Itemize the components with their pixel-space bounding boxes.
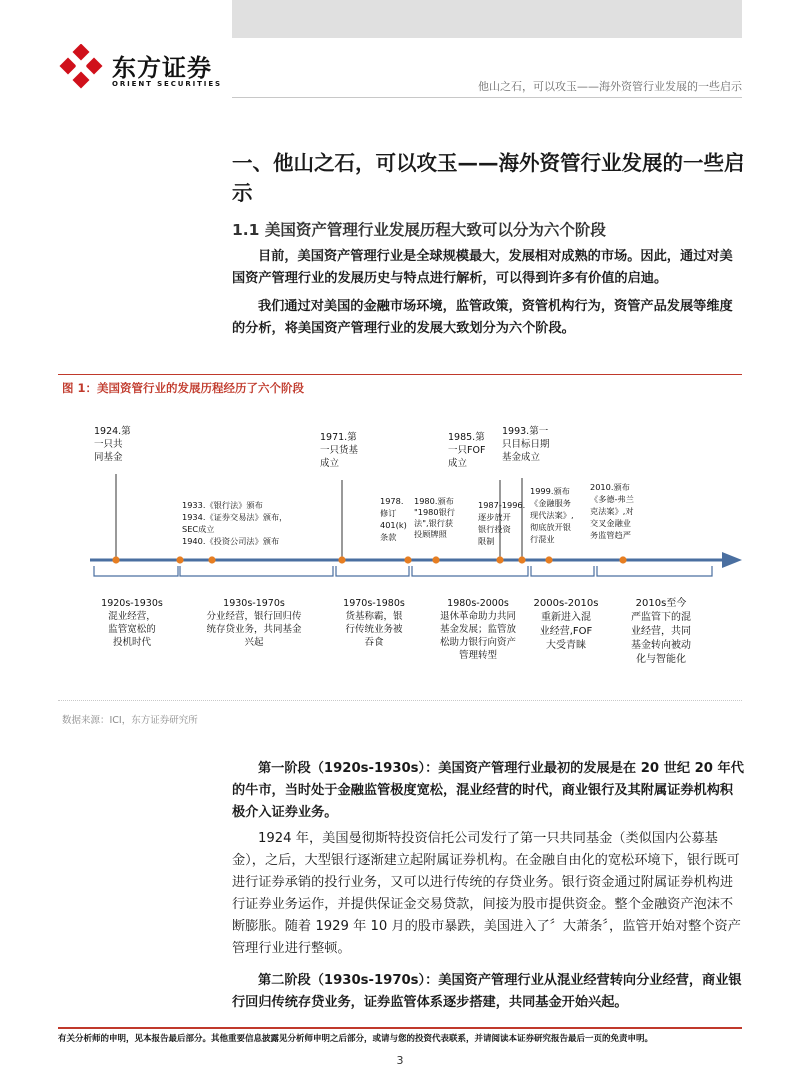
stage1-lead: 第一阶段（1920s-1930s）： [258,761,439,776]
timeline-event-label: 1980.颁布"1980银行法",银行获投顾牌照 [414,496,455,539]
stage-label: 1970s-1980s 货基称霸，银行传统业务被吞食 [343,598,405,648]
stage-bracket [336,566,409,576]
timeline-event-dot [404,556,411,563]
figure-caption: 图 1：美国资管行业的发展历程经历了六个阶段 [62,381,305,395]
timeline-event-dot [619,556,626,563]
timeline-event-dot [112,556,119,563]
stage-bracket [597,566,712,576]
stage-label: 2010s至今严监管下的混业经营，共同基金转向被动化与智能化 [631,598,691,665]
subsection-title: 1.1 美国资产管理行业发展历程大致可以分为六个阶段 [232,221,606,239]
figure-source: 数据来源：ICI，东方证券研究所 [62,715,198,726]
stage-bracket [180,566,333,576]
stage2-lead: 第二阶段（1930s-1970s）： [258,973,439,988]
timeline-event-dot [432,556,439,563]
timeline-event-label: 1987-1996.逐步放开银行投资限制 [478,500,526,546]
figure-bottom-rule [58,700,742,701]
stage-bracket [94,566,178,576]
stage1-text: 美国资产管理行业最初的发展是在 20 世纪 20 年代的牛市，当时处于金融监管极度宽松，混业经营的时代，商业银行及其附属证券机构积极介入证券业务。 [232,761,744,820]
logo-text-en: ORIENT SECURITIES [112,80,222,88]
timeline-arrowhead [722,552,742,568]
timeline-event-dot [518,556,525,563]
timeline-event-dot [545,556,552,563]
timeline-event-label: 1971.第一只货基成立 [320,432,359,469]
header-tab [232,0,742,38]
stage1-paragraph [232,758,744,824]
timeline-event-label: 2010.颁布《多德-弗兰克法案》,对交叉金融业务监管趋严 [590,482,634,540]
intro-paragraph-2: 我们通过对美国的金融市场环境，监管政策，资管机构行为，资管产品发展等维度的分析，将美国资产管理行业的发展大致划分为六个阶段。 [232,299,733,336]
stage-label: 1930s-1970s 分业经营，银行回归传统存贷业务，共同基金兴起 [206,598,302,648]
timeline-event-label: 1999.颁布《金融服务现代法案》,彻底放开银行混业 [530,486,574,544]
timeline-event-label: 1993.第一只目标日期基金成立 [502,426,550,463]
section-title: 一、他山之石，可以攻玉——海外资管行业发展的一些启示 [232,151,745,205]
stage-bracket [531,566,594,576]
timeline-event-dot [496,556,503,563]
stage-label: 1920s-1930s 混业经营，监管宽松的投机时代 [101,598,163,648]
timeline-event-label: 1978.修订 401(k)条款 [380,496,407,542]
stage-bracket [412,566,528,576]
running-title: 他山之石，可以攻玉——海外资管行业发展的一些启示 [478,80,742,93]
timeline-event-dot [176,556,183,563]
timeline-event-label: 1924.第一只共同基金 [94,426,131,463]
footer-disclaimer: 有关分析师的申明，见本报告最后部分。其他重要信息披露见分析师申明之后部分，或请与您的投资代表联系，并请阅读本证券研究报告最后一页的免责申明。 [58,1034,654,1044]
stage-label: 1980s-2000s 退休革命助力共同基金发展；监管放松助力银行向资产管理转型 [439,598,517,661]
footer-rule [58,1027,742,1029]
timeline-event-dot [338,556,345,563]
timeline-event-label: 1933.《银行法》颁布 1934.《证券交易法》颁布， SEC成立 1940.《投资公司法》颁布 [182,500,288,546]
intro-paragraph-1: 目前，美国资产管理行业是全球规模最大，发展相对成熟的市场。因此，通过对美国资产管理行业的发展历史与特点进行解析，可以得到许多有价值的启迪。 [232,249,733,286]
orient-logo-icon [58,44,104,90]
header-divider [232,97,742,98]
logo-text-cn: 东方证券 [112,54,212,82]
stage2-text: 美国资产管理行业从混业经营转向分业经营，商业银行回归传统存贷业务，证券监管体系逐步搭建，共同基金开始兴起。 [232,973,742,1010]
logo [58,44,228,96]
timeline-event-label: 1985.第一只FOF 成立 [448,432,486,469]
page-number: 3 [396,1054,404,1067]
timeline-figure [58,420,742,690]
stage2-paragraph [232,970,744,1014]
figure-top-rule [58,374,742,375]
timeline-event-dot [208,556,215,563]
history-paragraph: 1924 年，美国曼彻斯特投资信托公司发行了第一只共同基金（类似国内公募基金），之后，大型银行逐渐建立起附属证券机构。在金融自由化的宽松环境下，银行既可进行证券承销的投行业务，又可以进行传统的存贷业务。银行资金通过附属证券机构进行证券业务运作，并提供保证金交易贷款，间接为股市提供资金。整个金融资产泡沫不断膨胀。随着 1929 年 10 月的股市暴跌，美国进入了〞大萧条〞，监管开始对整个资产管理行业进行整顿。 [232,831,741,956]
stage-label: 2000s-2010s 重新进入混业经营,FOF 大受青睐 [533,598,599,651]
